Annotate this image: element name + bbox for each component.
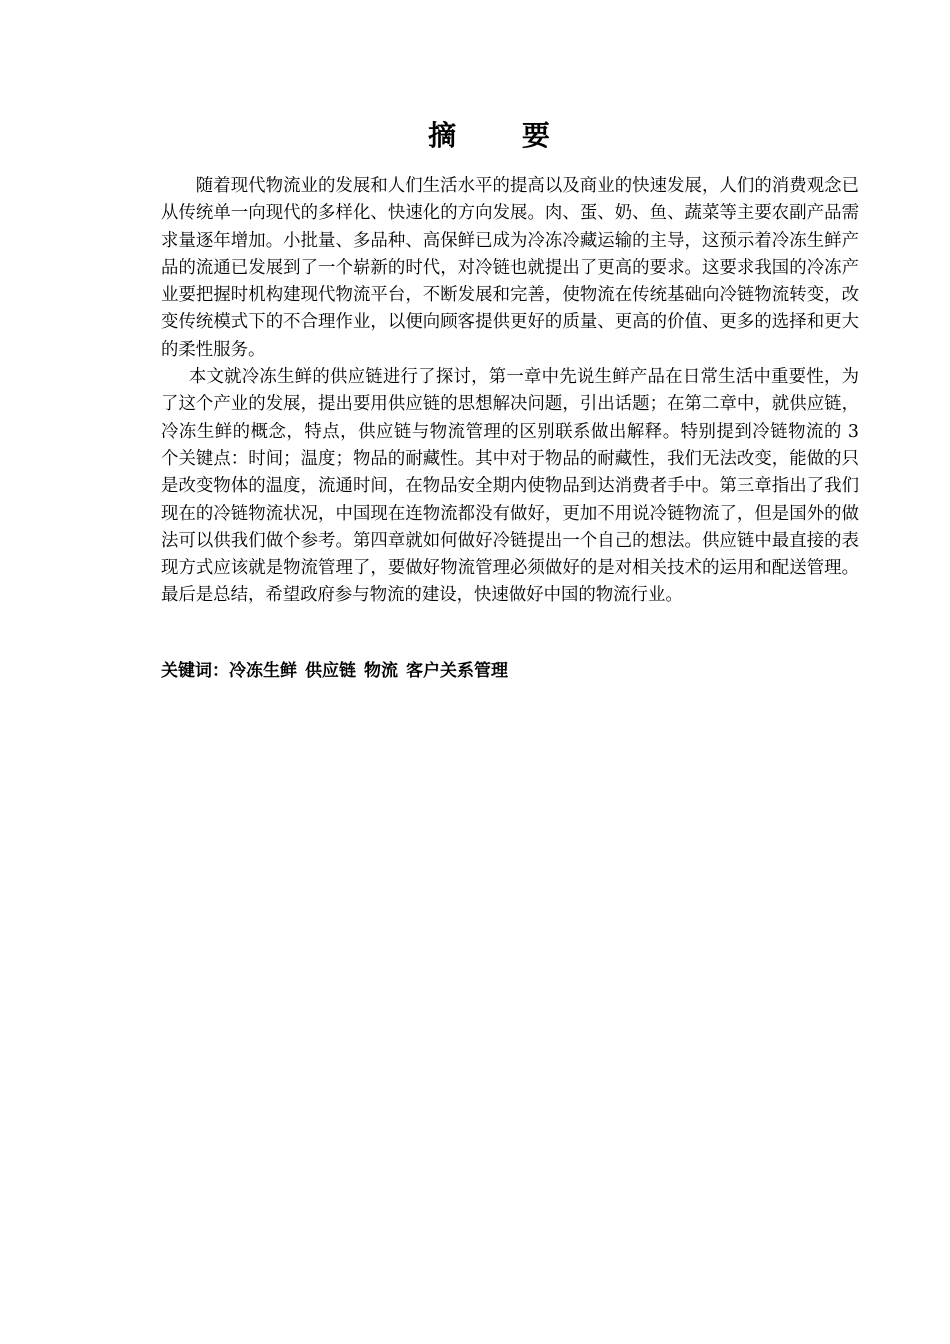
- keyword-item: 冷冻生鲜: [229, 661, 297, 681]
- keyword-item: 供应链: [305, 661, 356, 681]
- keywords-label: 关键词：: [161, 661, 229, 681]
- abstract-paragraph-1: 随着现代物流业的发展和人们生活水平的提高以及商业的快速发展，人们的消费观念已从传统单一向现代的多样化、快速化的方向发展。肉、蛋、奶、鱼、蔬菜等主要农副产品需求量逐年增加。小批量、多品种、高保鲜已成为冷冻冷藏运输的主导，这预示着冷冻生鲜产品的流通已发展到了一个崭新的时代，对冷链也就提出了更高的要求。这要求我国的冷冻产业要把握时机构建现代物流平台，不断发展和完善，使物流在传统基础向冷链物流转变，改变传统模式下的不合理作业，以便向顾客提供更好的质量、更高的价值、更多的选择和更大的柔性服务。: [161, 176, 859, 360]
- abstract-paragraph-2: 本文就冷冻生鲜的供应链进行了探讨，第一章中先说生鲜产品在日常生活中重要性，为了这个产业的发展，提出要用供应链的思想解决问题，引出话题；在第二章中，就供应链，冷冻生鲜的概念，特点，供应链与物流管理的区别联系做出解释。特别提到冷链物流的 3 个关键点：时间；温度；物品的耐藏性。其中对于物品的耐藏性，我们无法改变，能做的只是改变物体的温度，流通时间，在物品安全期内使物品到达消费者手中。第三章指出了我们现在的冷链物流状况，中国现在连物流都没有做好，更加不用说冷链物流了，但是国外的做法可以供我们做个参考。第四章就如何做好冷链提出一个自己的想法。供应链中最直接的表现方式应该就是物流管理了，要做好物流管理必须做好的是对相关技术的运用和配送管理。最后是总结，希望政府参与物流的建设，快速做好中国的物流行业。: [161, 367, 859, 606]
- keyword-item: 物流: [364, 661, 398, 681]
- abstract-body: [161, 173, 859, 610]
- keyword-item: 客户关系管理: [406, 661, 508, 681]
- keywords-line: [161, 658, 859, 684]
- abstract-title: 摘 要: [428, 119, 578, 152]
